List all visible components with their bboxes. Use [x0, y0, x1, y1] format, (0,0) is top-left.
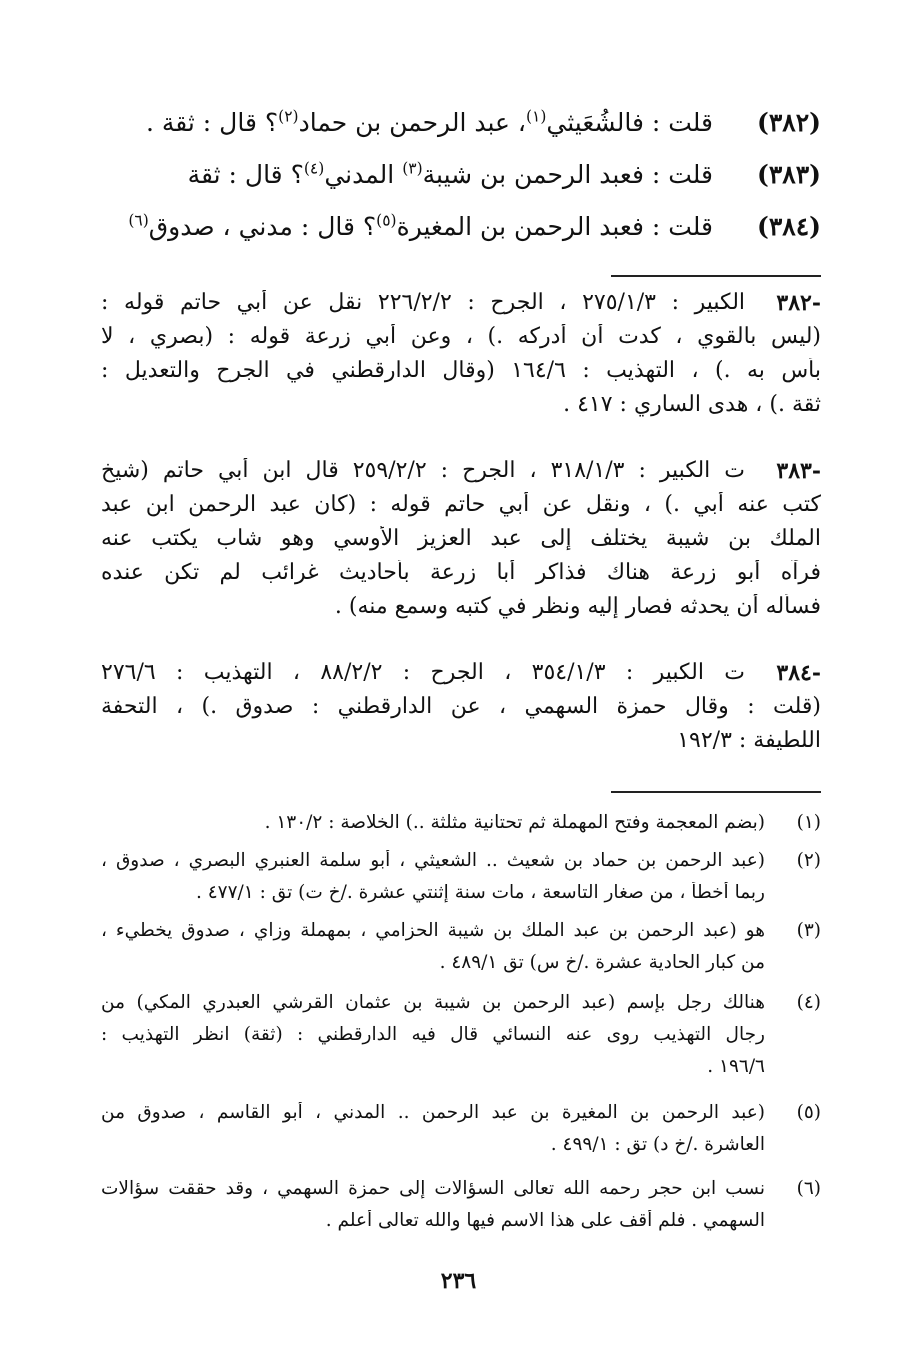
- footnote-ref[interactable]: (٢): [278, 108, 299, 126]
- note-382: [101, 392, 821, 434]
- note-383: [101, 594, 821, 636]
- footnote-6: [101, 1210, 821, 1242]
- question-number: (٣٨٤): [757, 212, 821, 241]
- note-line: فسأله أن يحدثه فصار إليه ونظر في كتبه وسمع منه) .: [334, 594, 821, 619]
- note-line: كتب عنه أبي .) ، ونقل عن أبي حاتم قوله : (كان عبد الرحمن ابن عبد: [101, 492, 821, 517]
- footnote-4: [101, 1024, 821, 1056]
- note-line: ت الكبير : ٣١٨/١/٣ ، الجرح : ٢٥٩/٢/٢ قال ابن أبي حاتم (شيخ: [101, 458, 745, 483]
- footnote-line: (عبد الرحمن بن المغيرة بن عبد الرحمن .. المدني ، أبو القاسم ، صدوق من: [101, 1102, 765, 1123]
- question-number: (٣٨٣): [757, 160, 821, 189]
- footnote-ref[interactable]: (٥): [376, 212, 397, 230]
- footnote-4: [101, 992, 821, 1024]
- footnote-number: (١): [796, 812, 821, 833]
- question-383: [101, 160, 821, 210]
- footnote-ref[interactable]: (٤): [303, 160, 325, 178]
- footnote-number: (٥): [796, 1102, 821, 1123]
- footnote-number: (٤): [796, 992, 821, 1013]
- footnote-3: [101, 952, 821, 984]
- notes-section: [101, 290, 821, 790]
- question-382: [101, 108, 821, 158]
- page-number: ٢٣٦: [440, 1268, 477, 1294]
- footnote-number: (٣): [796, 920, 821, 941]
- questions-section: [101, 108, 821, 258]
- note-number: -٣٨٤: [776, 660, 821, 686]
- footnote-line: رجال التهذيب روى عنه النسائي قال فيه الدارقطني : (ثقة) انظر التهذيب :: [101, 1024, 765, 1045]
- footnote-line: من كبار الحادية عشرة ./خ س) تق ٤٨٩/١ .: [439, 952, 765, 973]
- footnote-line: ربما أخطأ ، من صغار التاسعة ، مات سنة إثنتي عشرة ./خ ت) تق : ٤٧٧/١ .: [195, 882, 765, 903]
- footnote-line: (عبد الرحمن بن حماد بن شعيث .. الشعيثي ، أبو سلمة العنبري البصري ، صدوق ،: [101, 850, 765, 871]
- question-text: قلت : فعبد الرحمن بن المغيرة$^{(٥)}$؟ قال : مدني ، صدوق$^{(٦)}$: [128, 212, 713, 241]
- footnote-line: ١٩٦/٦ .: [707, 1056, 765, 1077]
- footnote-line: السهمي . فلم أقف على هذا الاسم فيها والله تعالى أعلم .: [325, 1210, 765, 1231]
- footnote-line: هو (عبد الرحمن بن عبد الملك بن شيبة الحزامي ، بمهملة وزاي ، صدوق يخطيء ،: [101, 920, 765, 941]
- question-number: (٣٨٢): [757, 108, 821, 137]
- footnote-ref[interactable]: (٣): [402, 160, 423, 178]
- note-line: اللطيفة : ١٩٢/٣: [677, 728, 821, 753]
- note-line: ت الكبير : ٣٥٤/١/٣ ، الجرح : ٨٨/٢/٢ ، التهذيب : ٢٧٦/٦: [101, 660, 745, 685]
- footnotes-section: [101, 812, 821, 1252]
- note-384: [101, 728, 821, 770]
- footnote-divider: [611, 791, 821, 793]
- note-number: -٣٨٣: [776, 458, 821, 484]
- note-line: (ليس بالقوي ، كدت أن أدركه .) ، وعن أبي زرعة قوله : (بصري ، لا: [101, 324, 821, 349]
- footnote-6: [101, 1178, 821, 1210]
- footnote-5: [101, 1134, 821, 1166]
- question-384: [101, 212, 821, 262]
- section-divider: [611, 275, 821, 277]
- footnote-ref[interactable]: (١): [525, 108, 547, 126]
- footnote-3: [101, 920, 821, 952]
- note-number: -٣٨٢: [776, 290, 821, 316]
- footnote-line: العاشرة ./خ د) تق : ٤٩٩/١ .: [550, 1134, 765, 1155]
- note-line: بأس به .) ، التهذيب : ١٦٤/٦ (وقال الدارقطني في الجرح والتعديل :: [101, 358, 821, 383]
- footnote-line: هنالك رجل بإسم (عبد الرحمن بن شيبة بن عثمان القرشي العبدري المكي) من: [101, 992, 765, 1013]
- note-line: (قلت : وقال حمزة السهمي ، عن الدارقطني : صدوق .) ، التحفة: [101, 694, 821, 719]
- note-line: الملك بن شيبة يختلف إلى عبد العزيز الأوسي وهو شاب يكتب عنه: [101, 526, 821, 551]
- note-line: فرآه أبو زرعة هناك فذاكر أبا زرعة بأحاديث غرائب لم تكن عنده: [101, 560, 821, 585]
- question-text: قلت : فعبد الرحمن بن شيبة$^{(٣)}$ المدني$^{(٤)}$؟ قال : ثقة: [187, 160, 713, 189]
- footnote-ref[interactable]: (٦): [128, 212, 149, 230]
- footnote-number: (٦): [796, 1178, 821, 1199]
- footnote-4: [101, 1056, 821, 1088]
- footnote-line: نسب ابن حجر رحمه الله تعالى السؤالات إلى حمزة السهمي ، وقد حققت سؤالات: [101, 1178, 765, 1199]
- footnote-5: [101, 1102, 821, 1134]
- footnote-1: [101, 812, 821, 844]
- question-text: قلت : فالشُعَيثي$^{(١)}$، عبد الرحمن بن حماد$^{(٢)}$؟ قال : ثقة .: [145, 108, 713, 137]
- note-line: ثقة .) ، هدى الساري : ٤١٧ .: [563, 392, 821, 417]
- note-line: الكبير : ٢٧٥/١/٣ ، الجرح : ٢٢٦/٢/٢ نقل عن أبي حاتم قوله :: [101, 290, 745, 315]
- footnote-line: (بضم المعجمة وفتح المهملة ثم تحتانية مثلثة ..) الخلاصة : ١٣٠/٢ .: [264, 812, 765, 833]
- footnote-2: [101, 882, 821, 914]
- footnote-number: (٢): [796, 850, 821, 871]
- footnote-2: [101, 850, 821, 882]
